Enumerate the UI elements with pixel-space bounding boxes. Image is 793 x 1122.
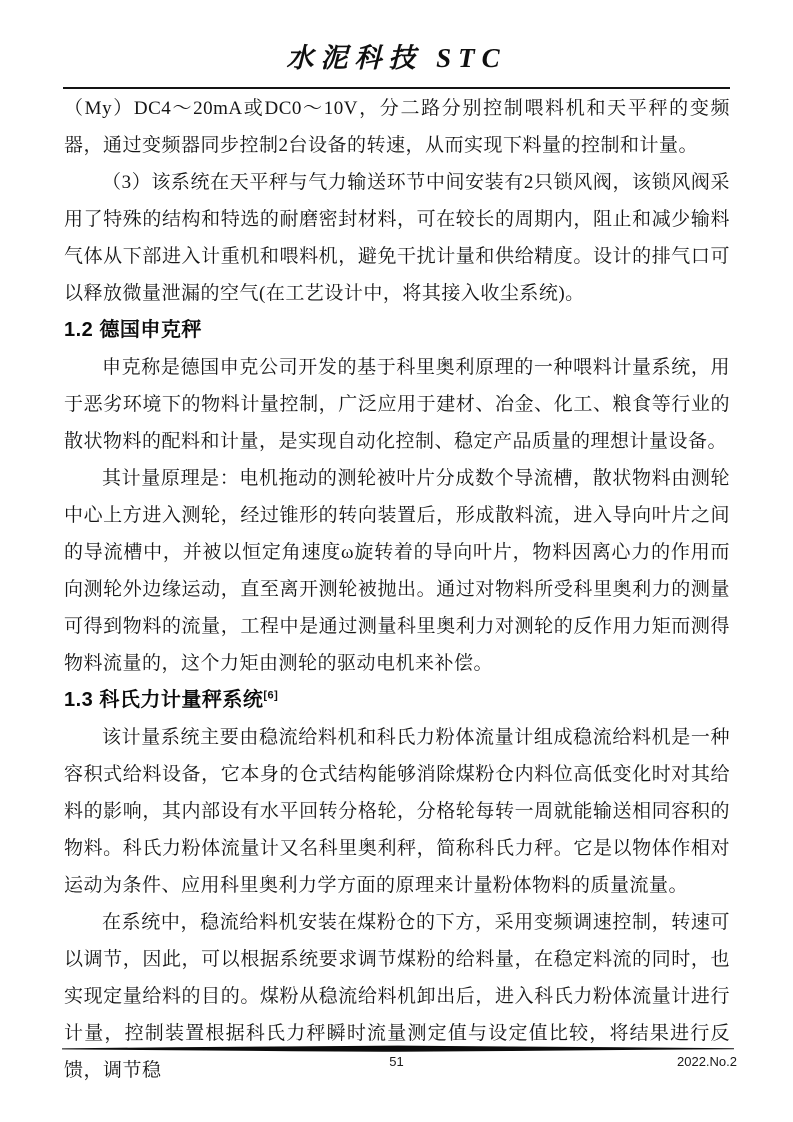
journal-title: 水泥科技 STC: [286, 43, 507, 73]
paragraph-item-3: （3）该系统在天平秤与气力输送环节中间安装有2只锁风阀，该锁风阀采用了特殊的结构和特选的耐磨密封材料，可在较长的周期内，阻止和减少输料气体从下部进入计重机和喂料机，避免干扰计量和供给精度。设计的排气口可以释放微量泄漏的空气(在工艺设计中，将其接入收尘系统)。: [64, 172, 730, 304]
page-body: [64, 90, 730, 1089]
paragraph-system-operation: 在系统中，稳流给料机安装在煤粉仓的下方，采用变频调速控制，转速可以调节，因此，可以根据系统要求调节煤粉的给料量，在稳定料流的同时，也实现定量给料的目的。煤粉从稳流给料机卸出后，进入科氏力粉体流量计进行计量，控制装置根据科氏力秤瞬时流量测定值与设定值比较，将结果进行反馈，调节稳: [64, 912, 730, 1081]
citation-reference: [6]: [263, 689, 279, 702]
section-heading-1-3-text: 1.3 科氏力计量秤系统: [64, 689, 264, 711]
paragraph-coriolis-system: 该计量系统主要由稳流给料机和科氏力粉体流量计组成稳流给料机是一种容积式给料设备，它本身的仓式结构能够消除煤粉仓内料位高低变化时对其给料的影响，其内部设有水平回转分格轮，分格轮每转一周就能输送相同容积的物料。科氏力粉体流量计又名科里奥利秤，简称科氏力秤。它是以物体作相对运动为条件、应用科里奥利力学方面的原理来计量粉体物料的质量流量。: [64, 727, 730, 896]
paragraph-schenck-intro: 申克称是德国申克公司开发的基于科里奥利原理的一种喂料计量系统，用于恶劣环境下的物料计量控制，广泛应用于建材、冶金、化工、粮食等行业的散状物料的配料和计量，是实现自动化控制、稳定产品质量的理想计量设备。: [64, 357, 730, 452]
paragraph-continued: （My）DC4～20mA或DC0～10V，分二路分别控制喂料机和天平秤的变频器，通过变频器同步控制2台设备的转速，从而实现下料量的控制和计量。: [64, 98, 730, 156]
page-number: 51: [389, 1054, 404, 1069]
footer-rule: [62, 1045, 734, 1053]
paragraph-measuring-principle: 其计量原理是：电机拖动的测轮被叶片分成数个导流槽，散状物料由测轮中心上方进入测轮，经过锥形的转向装置后，形成散料流，进入导向叶片之间的导流槽中，并被以恒定角速度ω旋转着的导向叶片，物料因离心力的作用而向测轮外边缘运动，直至离开测轮被抛出。通过对物料所受科里奥利力的测量可得到物料的流量，工程中是通过测量科里奥利力对测轮的反作用力矩而测得物料流量的，这个力矩由测轮的驱动电机来补偿。: [64, 468, 730, 674]
header-rule: [63, 87, 730, 89]
issue-label: 2022.No.2: [677, 1054, 737, 1069]
section-heading-1-3: [64, 682, 730, 719]
section-heading-1-2: 1.2 德国申克秤: [64, 319, 202, 341]
